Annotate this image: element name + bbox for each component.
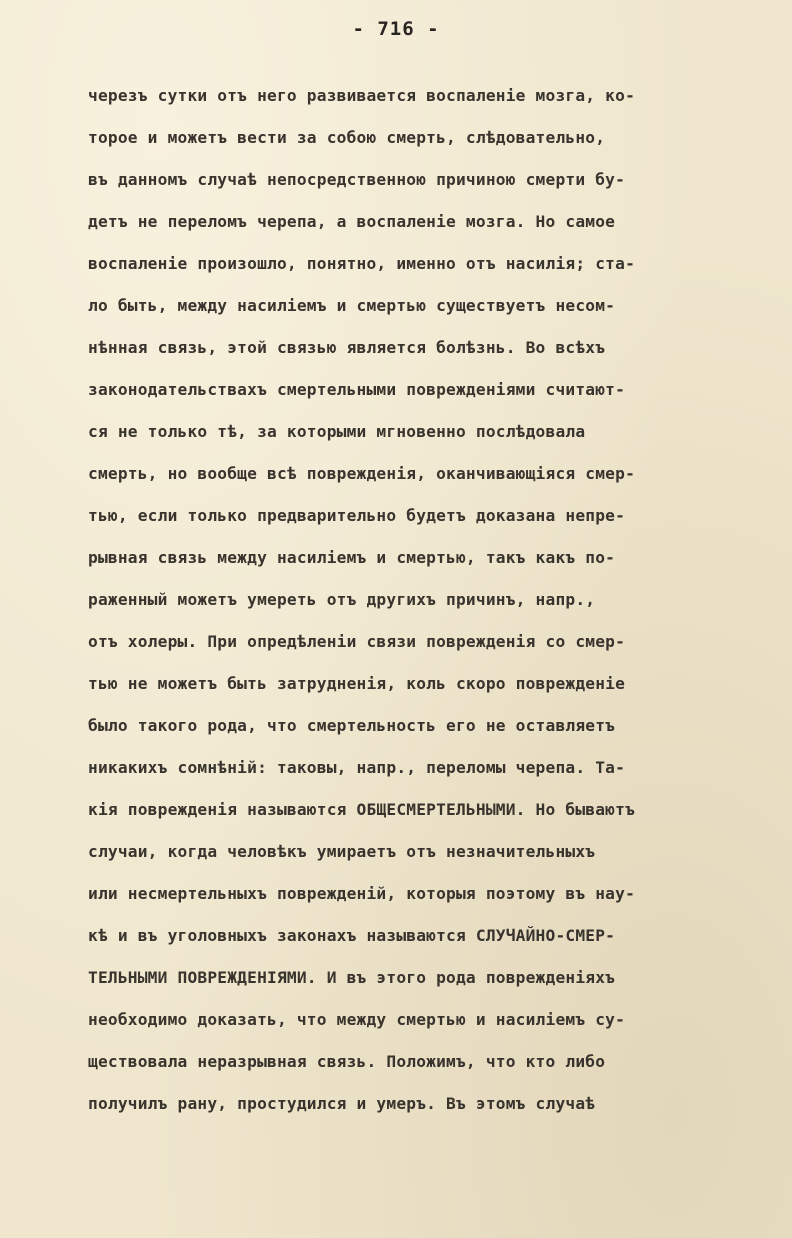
text-line: ществовала неразрывная связь. Положимъ, что кто либо — [88, 1052, 606, 1071]
text-line: кѣ и въ уголовныхъ законахъ называются СЛУЧАЙНО-СМЕР- — [88, 926, 616, 945]
text-line: или несмертельныхъ поврежденій, которыя поэтому въ нау- — [88, 884, 636, 903]
text-line: случаи, когда человѣкъ умираетъ отъ незначительныхъ — [88, 842, 596, 861]
text-line: никакихъ сомнѣній: таковы, напр., переломы черепа. Та- — [88, 758, 626, 777]
text-line: воспаленіе произошло, понятно, именно отъ насилія; ста- — [88, 254, 636, 273]
text-line: ся не только тѣ, за которыми мгновенно послѣдовала — [88, 422, 586, 441]
text-line: рывная связь между насиліемъ и смертью, такъ какъ по- — [88, 548, 616, 567]
text-line: было такого рода, что смертельность его не оставляетъ — [88, 716, 616, 735]
text-line: детъ не переломъ черепа, а воспаленіе мозга. Но самое — [88, 212, 616, 231]
text-line: тью, если только предварительно будетъ доказана непре- — [88, 506, 626, 525]
text-line: смерть, но вообще всѣ поврежденія, оканчивающіяся смер- — [88, 464, 636, 483]
text-line: ло быть, между насиліемъ и смертью существуетъ несом- — [88, 296, 616, 315]
text-line: законодательствахъ смертельными поврежденіями считают- — [88, 380, 626, 399]
text-line: въ данномъ случаѣ непосредственною причиною смерти бу- — [88, 170, 626, 189]
text-line: необходимо доказать, что между смертью и насиліемъ су- — [88, 1010, 626, 1029]
text-line: получилъ рану, простудился и умеръ. Въ этомъ случаѣ — [88, 1094, 596, 1113]
page-number: - 716 - — [352, 18, 440, 40]
text-line: отъ холеры. При опредѣленіи связи поврежденія со смер- — [88, 632, 626, 651]
text-line: тью не можетъ быть затрудненія, коль скоро поврежденіе — [88, 674, 626, 693]
text-line: черезъ сутки отъ него развивается воспаленіе мозга, ко- — [88, 86, 636, 105]
text-line: кія поврежденія называются ОБЩЕСМЕРТЕЛЬНЫМИ. Но бываютъ — [88, 800, 636, 819]
text-line: нѣнная связь, этой связью является болѣзнь. Во всѣхъ — [88, 338, 606, 357]
text-line: раженный можетъ умереть отъ другихъ причинъ, напр., — [88, 590, 596, 609]
text-line: ТЕЛЬНЫМИ ПОВРЕЖДЕНІЯМИ. И въ этого рода поврежденіяхъ — [88, 968, 616, 987]
text-line: торое и можетъ вести за собою смерть, слѣдовательно, — [88, 128, 606, 147]
